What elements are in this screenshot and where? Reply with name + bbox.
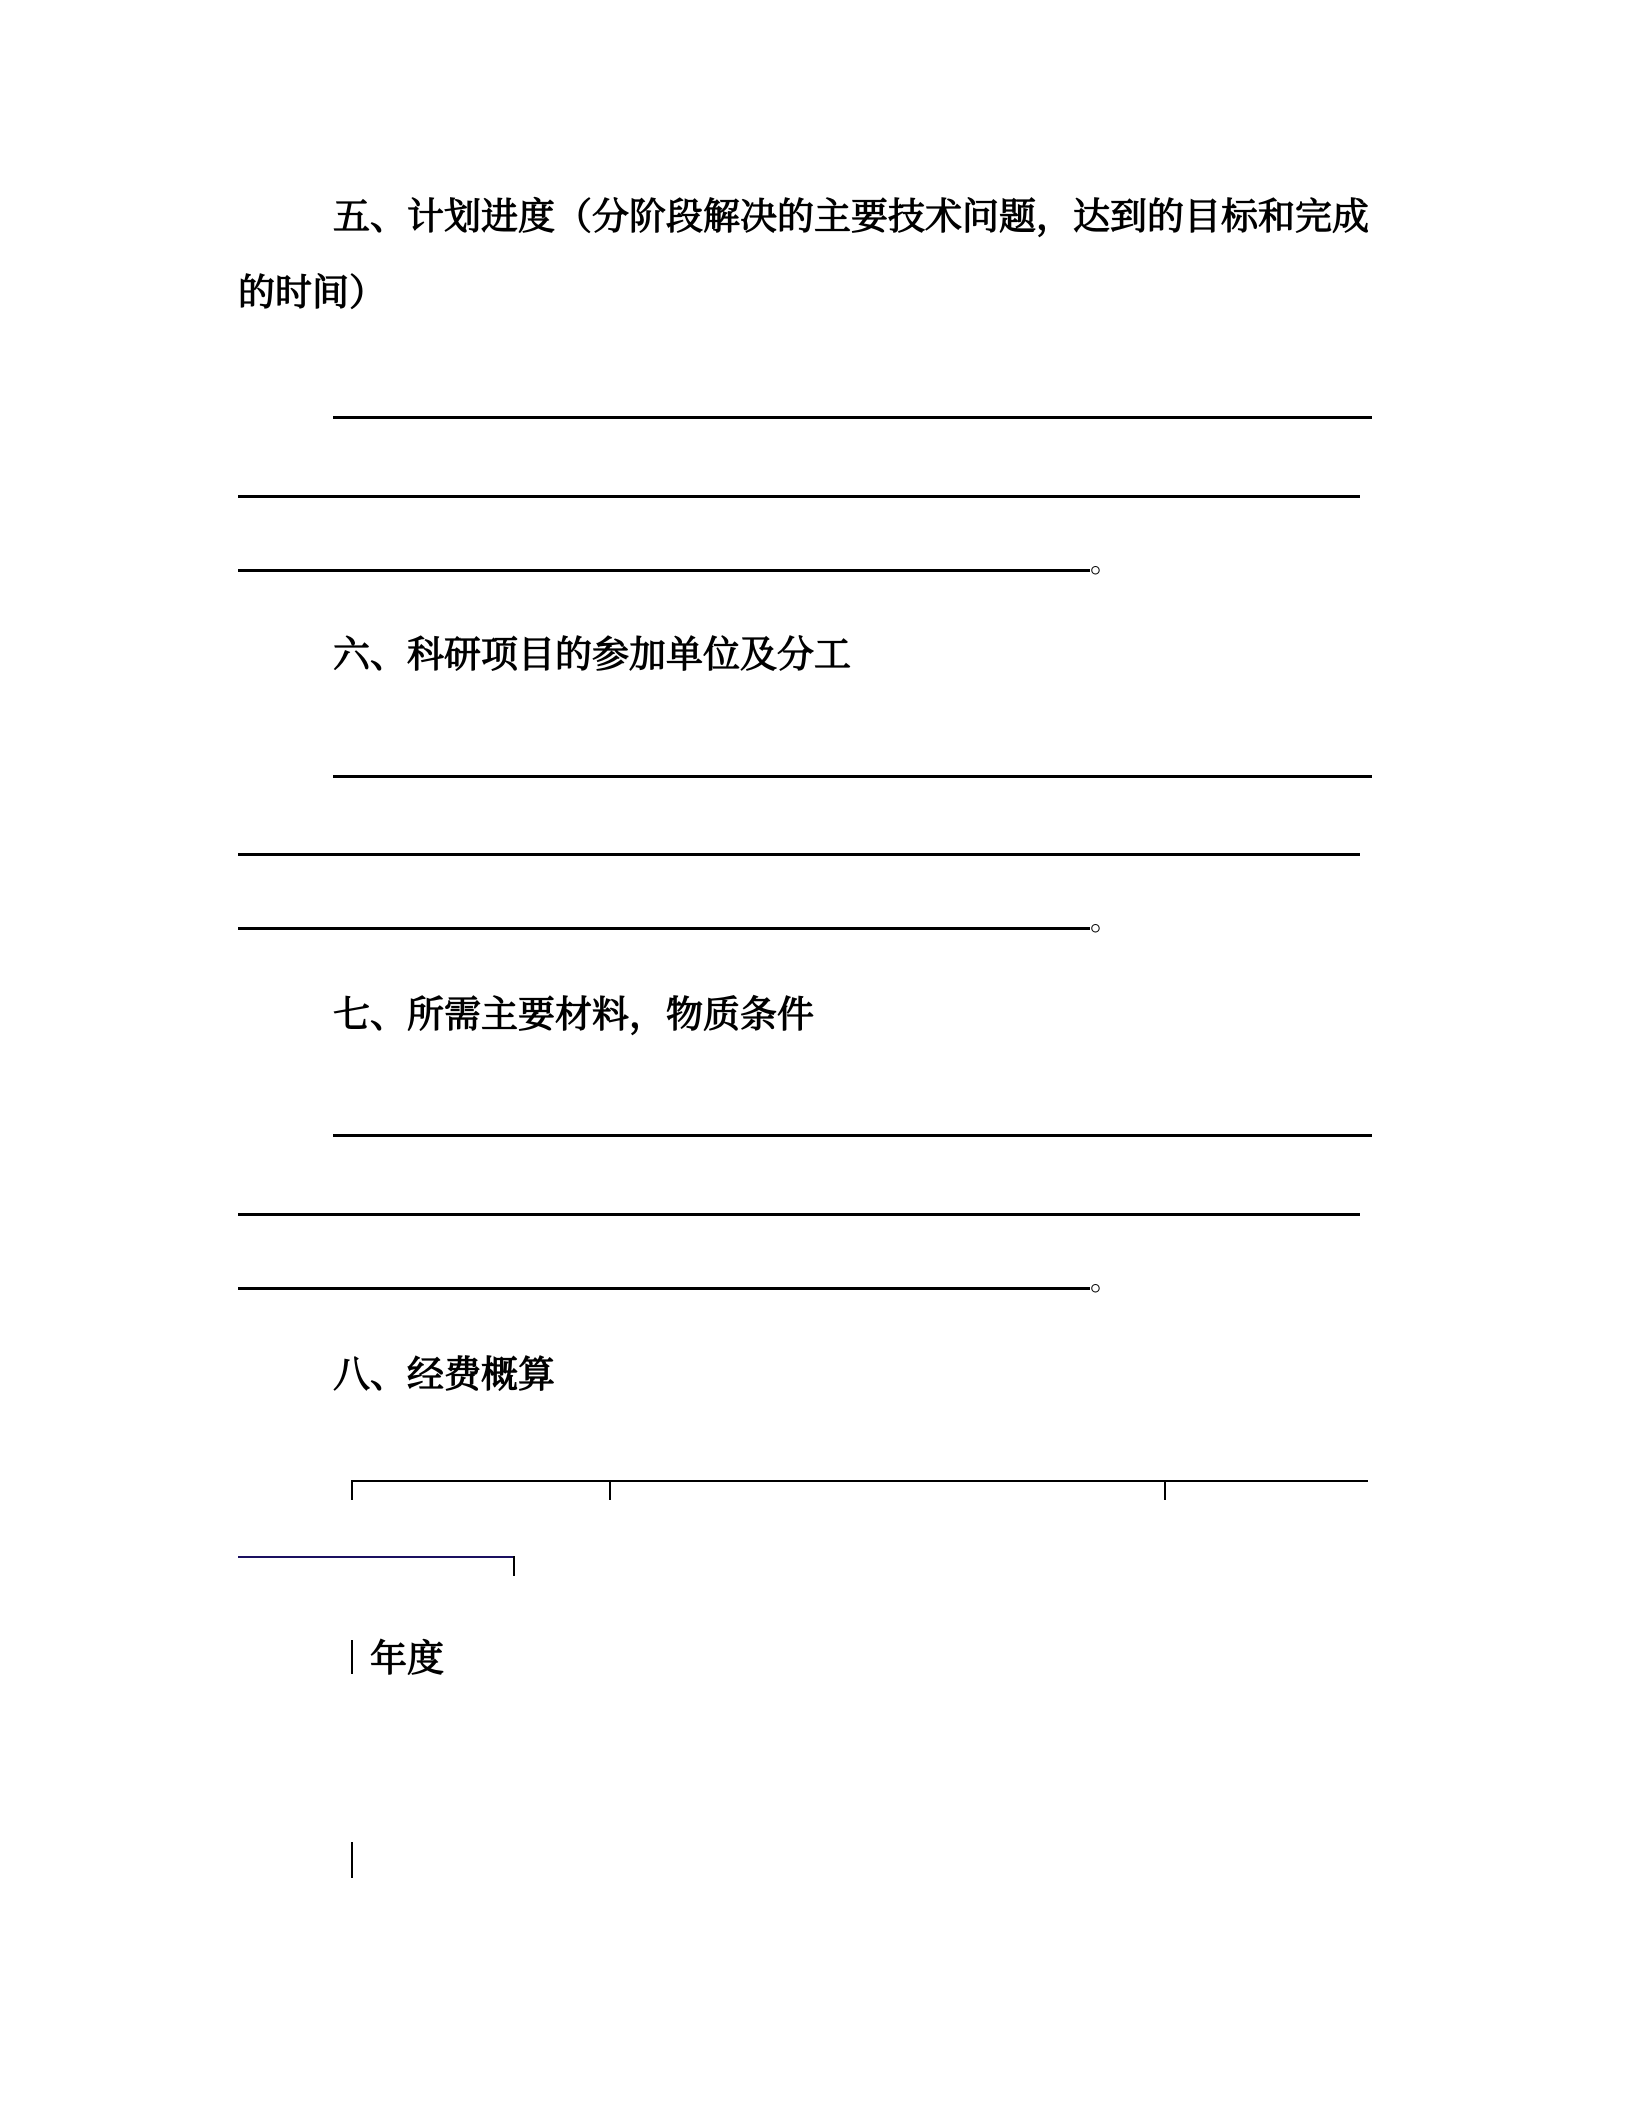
full-stop: 。 — [1090, 545, 1120, 580]
section-6-heading: 六、科研项目的参加单位及分工 — [333, 633, 851, 676]
table-cell-divider — [351, 1842, 353, 1878]
table-cell-divider — [351, 1480, 353, 1500]
fill-in-line[interactable] — [238, 495, 1360, 498]
section-5-heading: 五、计划进度（分阶段解决的主要技术问题，达到的目标和完成 — [333, 195, 1369, 238]
section-8-heading: 八、经费概算 — [333, 1353, 555, 1396]
table-top-border — [351, 1480, 1368, 1482]
fill-in-line[interactable] — [238, 1287, 1090, 1290]
section-5-heading-continued: 的时间） — [238, 271, 386, 314]
fill-in-line[interactable] — [333, 1134, 1372, 1137]
year-label: 年度 — [370, 1637, 444, 1680]
section-7-heading: 七、所需主要材料，物质条件 — [333, 993, 814, 1036]
fill-in-line[interactable] — [333, 416, 1372, 419]
full-stop: 。 — [1090, 903, 1120, 938]
table-cell-divider — [1164, 1480, 1166, 1500]
fill-in-line[interactable] — [238, 1213, 1360, 1216]
table-cell-divider — [513, 1556, 515, 1576]
table-row-border — [238, 1556, 515, 1558]
full-stop: 。 — [1090, 1263, 1120, 1298]
table-cell-divider — [609, 1480, 611, 1500]
table-cell-divider — [351, 1640, 353, 1674]
fill-in-line[interactable] — [238, 927, 1090, 930]
fill-in-line[interactable] — [238, 569, 1090, 572]
fill-in-line[interactable] — [333, 775, 1372, 778]
fill-in-line[interactable] — [238, 853, 1360, 856]
